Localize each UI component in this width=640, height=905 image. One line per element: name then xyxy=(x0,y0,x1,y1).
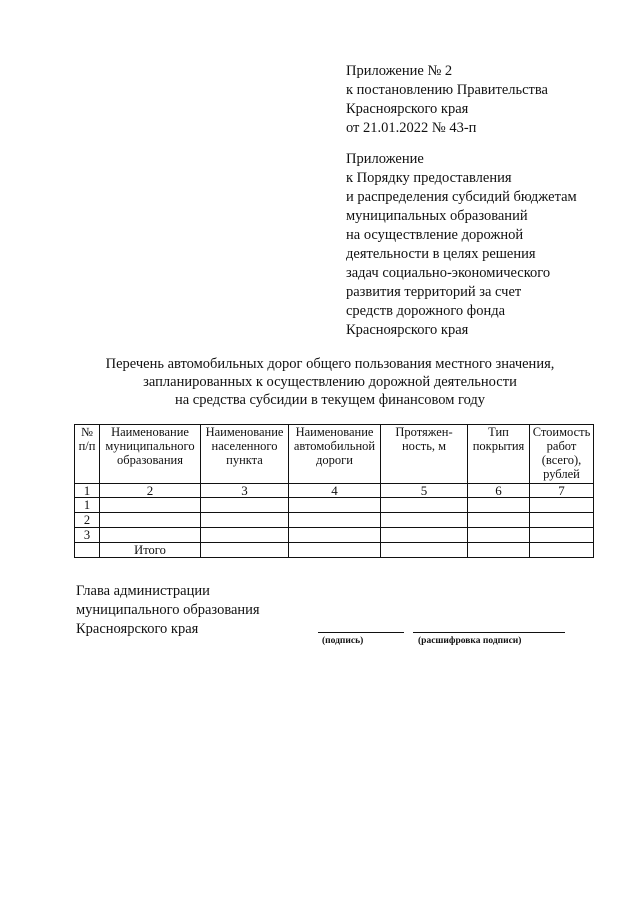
table-row xyxy=(75,498,594,513)
column-number: 6 xyxy=(468,484,530,498)
table-cell xyxy=(530,513,594,528)
table-cell xyxy=(468,543,530,558)
column-number: 3 xyxy=(201,484,289,498)
sub-appendix-line: развития территорий за счет xyxy=(346,284,522,300)
table-cell xyxy=(201,543,289,558)
table-cell xyxy=(381,543,468,558)
sub-appendix-line: Красноярского края xyxy=(346,322,469,338)
header-cell-municipality: Наименование муниципального образования xyxy=(100,425,201,484)
header-cell-number: № п/п xyxy=(75,425,100,484)
roads-table xyxy=(74,424,594,558)
signer-line: муниципального образования xyxy=(76,602,260,618)
appendix-header xyxy=(346,62,548,138)
table-cell xyxy=(289,528,381,543)
signature-decode-line xyxy=(413,632,565,633)
title-line: запланированных к осуществлению дорожной деятельности xyxy=(143,374,517,390)
signer-block xyxy=(76,582,260,639)
column-number: 5 xyxy=(381,484,468,498)
table-cell xyxy=(100,498,201,513)
table-cell xyxy=(530,528,594,543)
table-cell xyxy=(381,498,468,513)
sub-appendix-header xyxy=(346,150,577,340)
row-number: 3 xyxy=(75,528,100,543)
table-cell xyxy=(530,543,594,558)
sub-appendix-line: к Порядку предоставления xyxy=(346,170,512,186)
table-header-row xyxy=(75,425,594,484)
appendix-line: Красноярского края xyxy=(346,101,469,117)
total-row xyxy=(75,543,594,558)
table-cell xyxy=(201,498,289,513)
signer-line: Глава администрации xyxy=(76,583,210,599)
column-number-row xyxy=(75,484,594,498)
table-row xyxy=(75,528,594,543)
appendix-line: от 21.01.2022 № 43-п xyxy=(346,120,477,136)
table-cell xyxy=(201,528,289,543)
sub-appendix-line: и распределения субсидий бюджетам xyxy=(346,189,577,205)
table-cell xyxy=(201,513,289,528)
sub-appendix-line: деятельности в целях решения xyxy=(346,246,536,262)
signature-line xyxy=(318,632,404,633)
table-cell xyxy=(289,543,381,558)
header-cell-length: Протяжен-ность, м xyxy=(381,425,468,484)
column-number: 7 xyxy=(530,484,594,498)
row-number: 1 xyxy=(75,498,100,513)
sub-appendix-line: муниципальных образований xyxy=(346,208,528,224)
table-cell xyxy=(381,528,468,543)
table-cell xyxy=(381,513,468,528)
sub-appendix-line: задач социально-экономического xyxy=(346,265,551,281)
table-cell xyxy=(289,498,381,513)
header-cell-road: Наименование автомобильной дороги xyxy=(289,425,381,484)
table-cell xyxy=(530,498,594,513)
row-number: 2 xyxy=(75,513,100,528)
table-cell xyxy=(468,528,530,543)
signature-decode-caption: (расшифровка подписи) xyxy=(418,636,522,646)
appendix-line: к постановлению Правительства xyxy=(346,82,548,98)
table-row xyxy=(75,513,594,528)
signer-line: Красноярского края xyxy=(76,621,199,637)
table-cell xyxy=(468,498,530,513)
total-label: Итого xyxy=(100,543,201,558)
table-cell xyxy=(100,528,201,543)
document-title xyxy=(60,355,600,409)
header-cell-surface: Тип покрытия xyxy=(468,425,530,484)
title-line: на средства субсидии в текущем финансовом году xyxy=(174,392,486,408)
header-cell-settlement: Наименование населенного пункта xyxy=(201,425,289,484)
sub-appendix-line: на осуществление дорожной xyxy=(346,227,524,243)
sub-appendix-line: Приложение xyxy=(346,151,424,167)
title-line: Перечень автомобильных дорог общего пользования местного значения, xyxy=(105,356,555,372)
column-number: 2 xyxy=(100,484,201,498)
header-cell-cost: Стоимость работ (всего), рублей xyxy=(530,425,594,484)
appendix-line: Приложение № 2 xyxy=(346,63,453,79)
sub-appendix-line: средств дорожного фонда xyxy=(346,303,506,319)
column-number: 4 xyxy=(289,484,381,498)
signature-caption: (подпись) xyxy=(322,636,364,646)
table-cell xyxy=(100,513,201,528)
table-cell xyxy=(468,513,530,528)
table-cell xyxy=(289,513,381,528)
table-cell xyxy=(75,543,100,558)
column-number: 1 xyxy=(75,484,100,498)
